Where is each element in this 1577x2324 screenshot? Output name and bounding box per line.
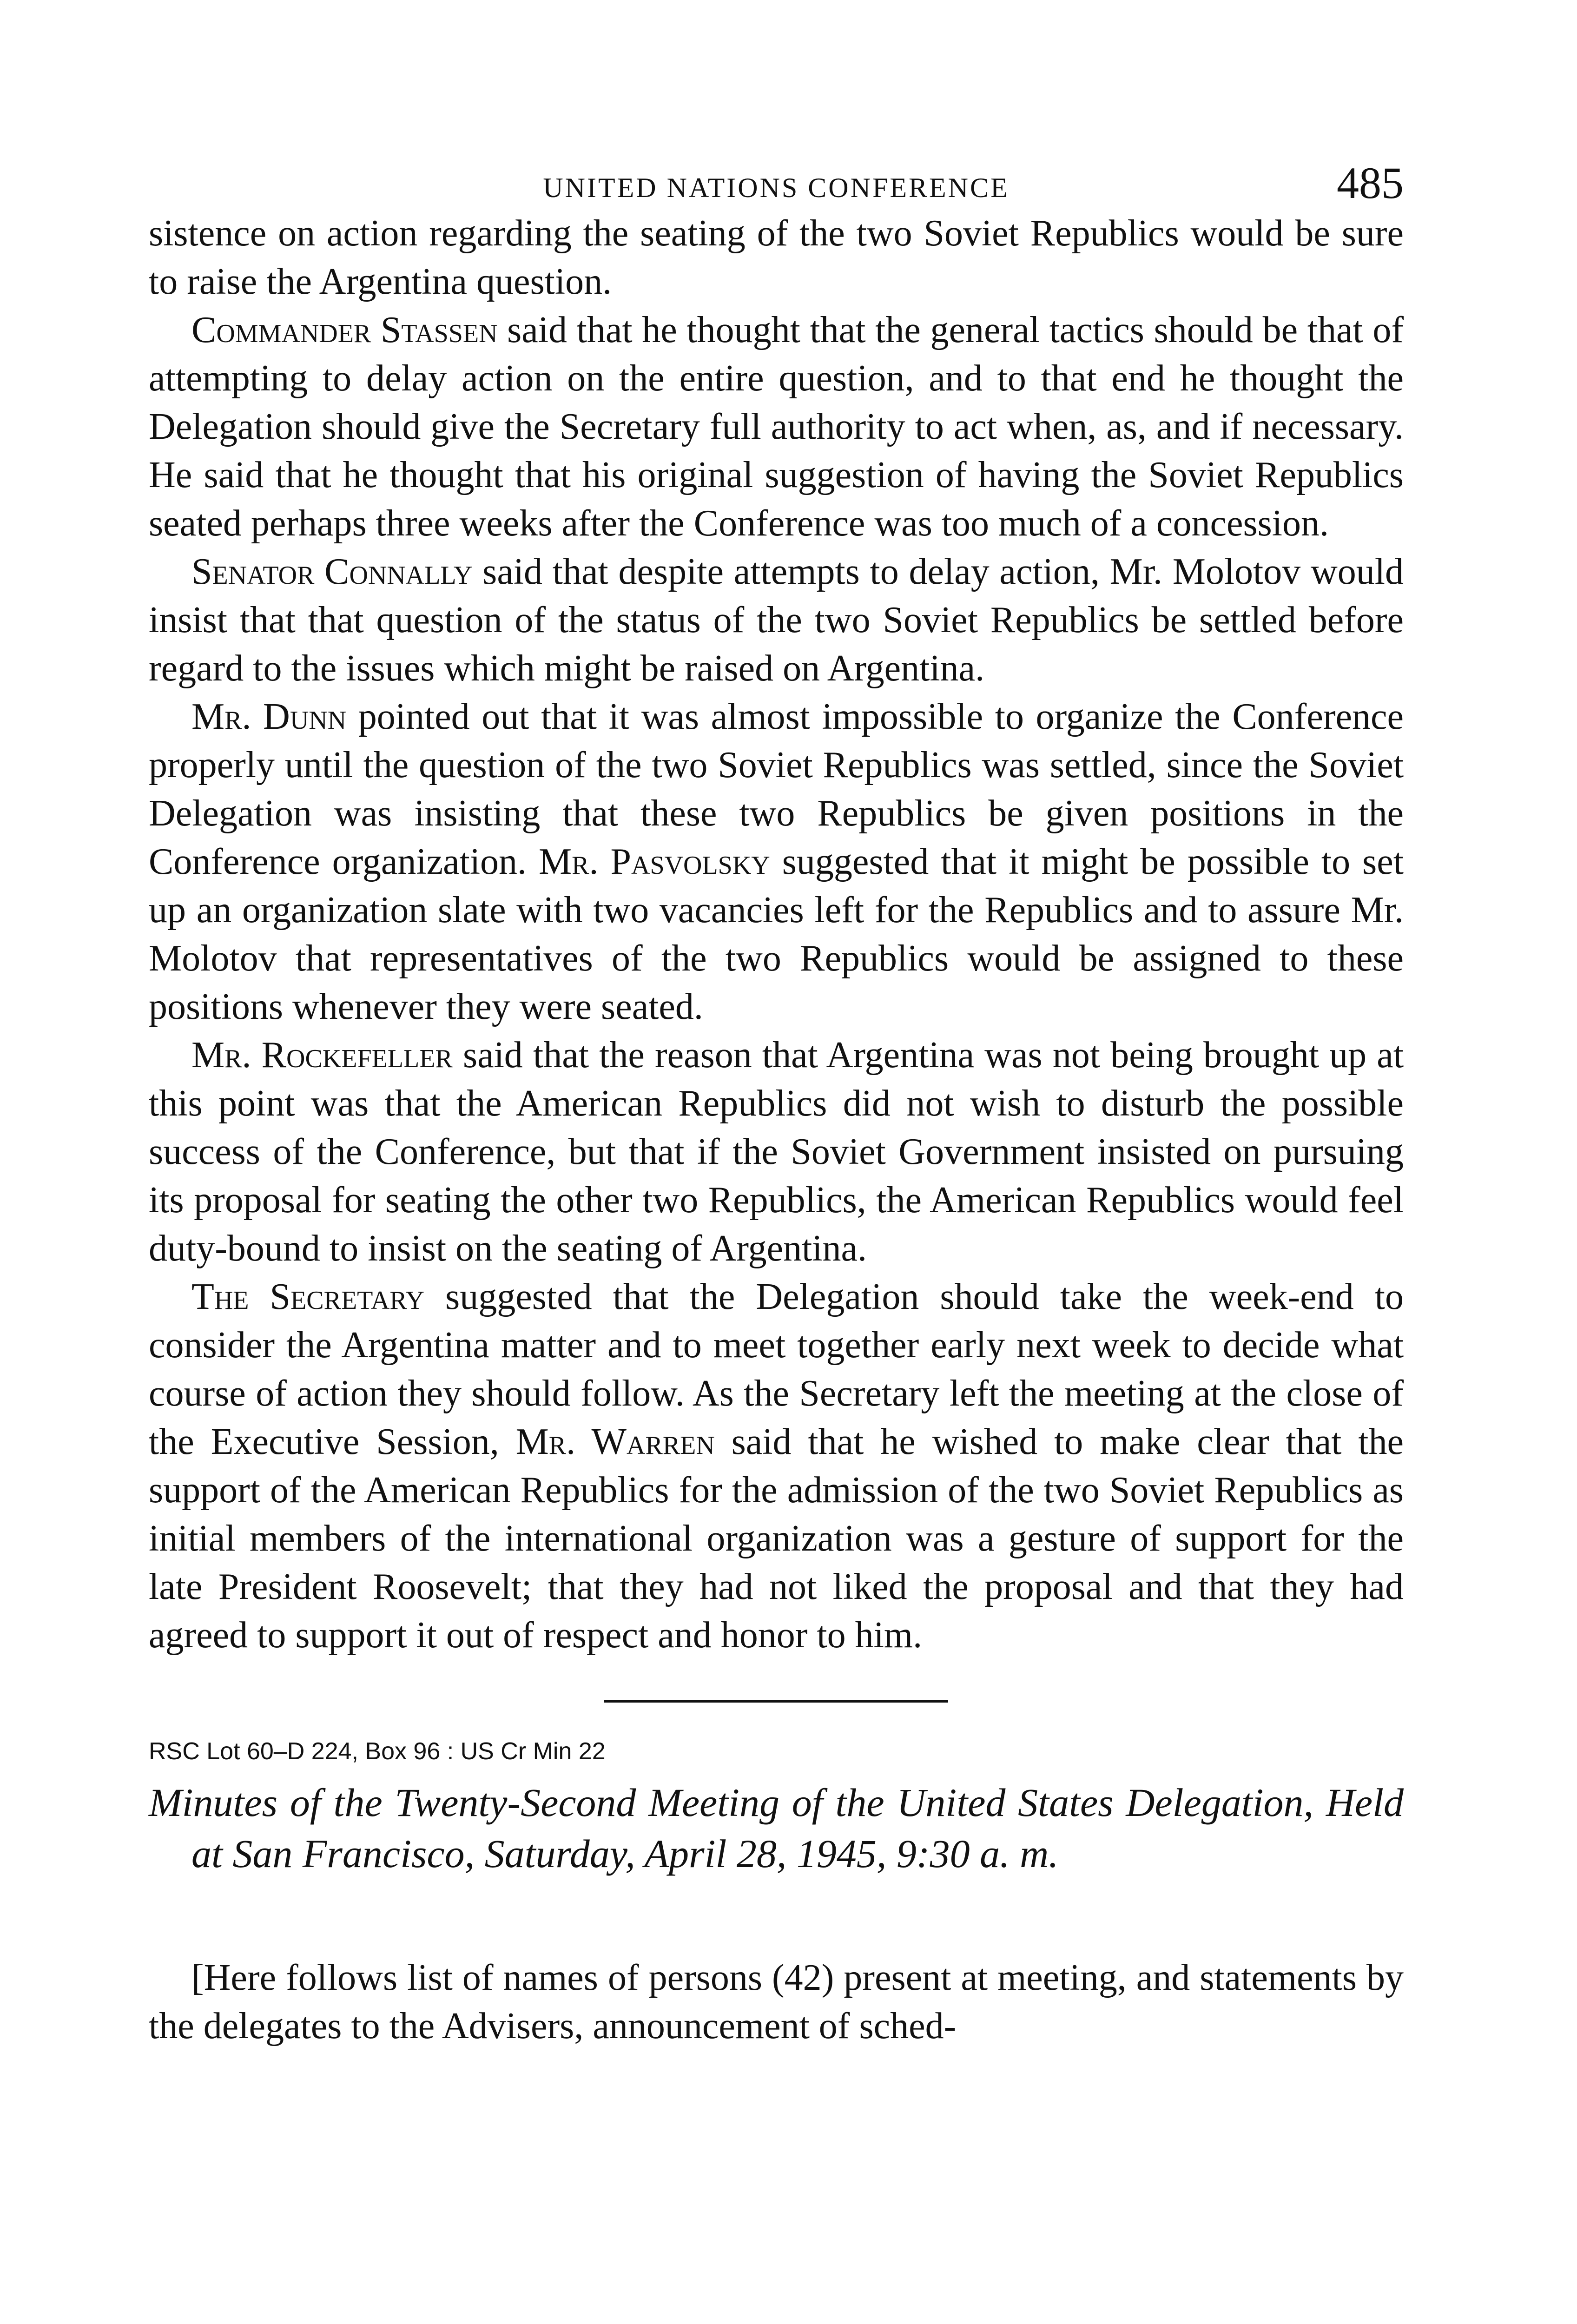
paragraph-text: sistence on action regarding the seating of the two Soviet Republics would be sure to raise the Argentina question.: [149, 213, 1404, 302]
paragraph-text: said that he thought that the general tactics should be that of attempting to delay action on the entire question, and to that end he thought the Delegation should give the Secretary full authority to act when, as, and if necessary. He said that he thought that his original suggestion of having the Soviet Republics seated perhaps three weeks after the Conference was too much of a concession.: [149, 310, 1404, 544]
paragraph-text: suggested that the Delegation should take the week-end to consider the Argentina matter and to meet together early next week to decide what course of action they should follow. As the Secretary left the meeting at the close of the Executive Session,: [149, 1276, 1404, 1462]
paragraph-stassen: [149, 306, 1404, 548]
source-citation: RSC Lot 60–D 224, Box 96 : US Cr Min 22: [149, 1738, 606, 1765]
document-heading: Minutes of the Twenty-Second Meeting of the United States Delegation, Held at San Francisco, Saturday, April 28, 1945, 9:30 a. m.: [149, 1780, 1404, 1876]
section-divider: [604, 1700, 948, 1703]
running-head: [149, 153, 1404, 209]
running-title: UNITED NATIONS CONFERENCE: [543, 172, 1010, 203]
speaker-name: Commander Stassen: [191, 310, 498, 350]
speaker-name: Senator Connally: [191, 551, 473, 592]
paragraph-continuation: [149, 209, 1404, 306]
document-page: [149, 153, 1404, 2050]
editorial-note-text: [Here follows list of names of persons (42) present at meeting, and statements by the delegates to the Advisers, announcement of sched-: [149, 1957, 1404, 2047]
paragraph-text: suggested that it might be possible to set up an organization slate with two vacancies left for the Republics and to assure Mr. Molotov that representatives of the two Republics would be assigned to these positions whenever they were seated.: [149, 841, 1404, 1027]
paragraph-dunn: [149, 693, 1404, 1031]
paragraph-secretary: [149, 1273, 1404, 1659]
paragraph-text: said that he wished to make clear that the support of the American Republics for the admission of the two Soviet Republics as initial members of the international organization was a gesture of support for the late President Roosevelt; that they had not liked the proposal and that they had agreed to support it out of respect and honor to him.: [149, 1421, 1404, 1656]
paragraph-rockefeller: [149, 1031, 1404, 1273]
speaker-name: The Secretary: [191, 1276, 425, 1317]
paragraph-text: pointed out that it was almost impossible to organize the Conference properly until the question of the two Soviet Republics was settled, since the Soviet Delegation was insisting that these two Republics be given positions in the Conference organization.: [149, 696, 1404, 882]
page-number: 485: [1337, 158, 1404, 208]
speaker-name: Mr. Pasvolsky: [539, 841, 770, 882]
editorial-note: [149, 1954, 1404, 2050]
speaker-name: Mr. Dunn: [191, 696, 347, 737]
paragraph-text: said that the reason that Argentina was not being brought up at this point was that the American Republics did not wish to disturb the possible success of the Conference, but that if the Soviet Government insisted on pursuing its proposal for seating the other two Republics, the American Republics would feel duty-bound to insist on the seating of Argentina.: [149, 1035, 1404, 1269]
speaker-name: Mr. Warren: [515, 1421, 715, 1462]
paragraph-connally: [149, 548, 1404, 693]
speaker-name: Mr. Rockefeller: [191, 1035, 453, 1076]
paragraph-text: said that despite attempts to delay action, Mr. Molotov would insist that that question of the status of the two Soviet Republics be settled before regard to the issues which might be raised on Argentina.: [149, 551, 1404, 689]
body-text: [149, 209, 1404, 1659]
